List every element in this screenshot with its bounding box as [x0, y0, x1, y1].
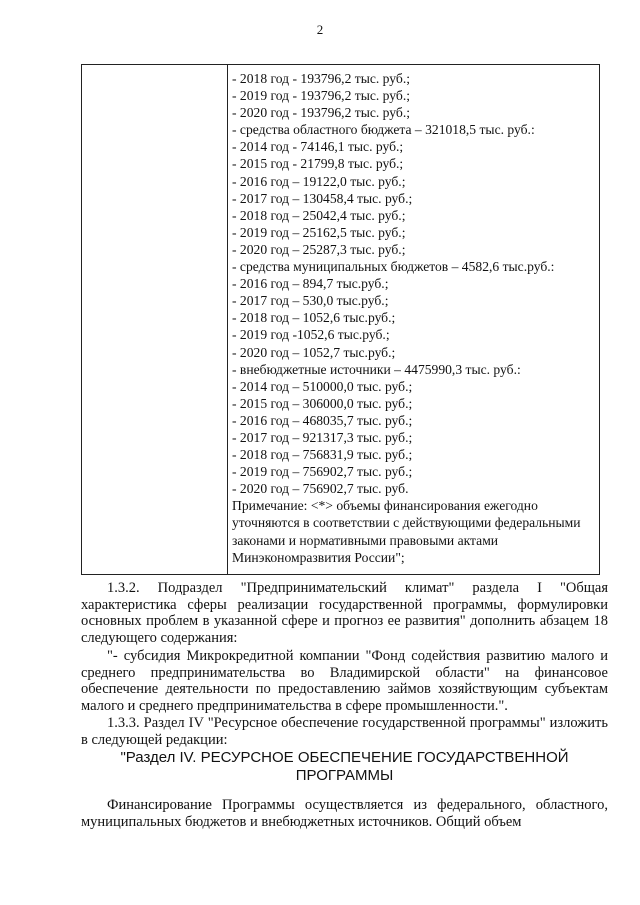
funding-line: - 2017 год – 530,0 тыс.руб.; — [232, 293, 389, 309]
paragraph-financing — [81, 797, 608, 830]
section-heading-line-2: ПРОГРАММЫ — [295, 767, 394, 784]
paragraph-1-3-3 — [81, 715, 608, 748]
funding-line: - 2015 год - 21799,8 тыс. руб.; — [232, 156, 404, 172]
funding-line: - 2019 год - 193796,2 тыс. руб.; — [232, 88, 410, 104]
funding-line: - 2017 год – 130458,4 тыс. руб.; — [232, 190, 413, 206]
paragraph-text: 1.3.3. Раздел IV "Ресурсное обеспечение государственной программы" изложить в следующей редакции: — [81, 715, 608, 748]
paragraph-text: 1.3.2. Подраздел "Предпринимательский климат" раздела I "Общая характеристика сферы реализации государственной программы, формулировки основных проблем в указанной сфере и прогноз ее развития" дополнить абзацем 18 следующего содержания: — [81, 580, 608, 646]
funding-line: - 2019 год -1052,6 тыс.руб.; — [232, 327, 390, 343]
funding-line: - 2019 год – 756902,7 тыс. руб.; — [232, 464, 413, 480]
funding-line: - 2014 год – 510000,0 тыс. руб.; — [232, 378, 413, 394]
funding-line: - 2017 год – 921317,3 тыс. руб.; — [232, 429, 413, 445]
page-number: 2 — [316, 22, 324, 37]
funding-line: - 2014 год - 74146,1 тыс. руб.; — [232, 139, 404, 155]
funding-line: - 2020 год – 25287,3 тыс. руб.; — [232, 241, 406, 257]
funding-line: - 2018 год - 193796,2 тыс. руб.; — [232, 71, 410, 86]
funding-line: - 2016 год – 19122,0 тыс. руб.; — [232, 173, 406, 189]
funding-line: - 2020 год – 1052,7 тыс.руб.; — [232, 344, 396, 360]
funding-line: - 2018 год – 25042,4 тыс. руб.; — [232, 207, 406, 223]
funding-line: - 2018 год – 756831,9 тыс. руб.; — [232, 447, 413, 463]
funding-line: - 2015 год – 306000,0 тыс. руб.; — [232, 395, 413, 411]
funding-line: - 2018 год – 1052,6 тыс.руб.; — [232, 310, 396, 326]
funding-cell — [232, 70, 594, 566]
funding-note: Примечание: <*> объемы финансирования ежегодно уточняются в соответствии с действующими федеральными законами и нормативными правовыми актами Минэкономразвития России"; — [232, 498, 581, 565]
funding-table — [81, 64, 600, 575]
paragraph-text: "- субсидия Микрокредитной компании "Фонд содействия развитию малого и среднего предпринимательства во Владимирской области" на финансовое обеспечение деятельности по предоставлению займов хозяйствующим субъектам малого и среднего предпринимательства в сфере промышленности.". — [81, 648, 608, 714]
section-heading-line-1: "Раздел IV. РЕСУРСНОЕ ОБЕСПЕЧЕНИЕ ГОСУДАРСТВЕННОЙ — [120, 749, 569, 766]
paragraph-subsidy — [81, 648, 608, 714]
funding-line: - средства областного бюджета – 321018,5 тыс. руб.: — [232, 122, 535, 138]
paragraph-1-3-2 — [81, 580, 608, 646]
funding-line: - 2019 год – 25162,5 тыс. руб.; — [232, 224, 406, 240]
funding-line: - средства муниципальных бюджетов – 4582,6 тыс.руб.: — [232, 259, 555, 275]
funding-line: - 2016 год – 894,7 тыс.руб.; — [232, 276, 389, 292]
table-column-divider — [227, 65, 228, 574]
funding-line: - 2016 год – 468035,7 тыс. руб.; — [232, 412, 413, 428]
funding-line: - внебюджетные источники – 4475990,3 тыс. руб.: — [232, 361, 521, 377]
funding-line: - 2020 год – 756902,7 тыс. руб. — [232, 481, 409, 497]
funding-line: - 2020 год - 193796,2 тыс. руб.; — [232, 105, 410, 121]
paragraph-text: Финансирование Программы осуществляется из федерального, областного, муниципальных бюджетов и внебюджетных источников. Общий объем — [81, 797, 608, 830]
section-heading — [81, 749, 608, 785]
